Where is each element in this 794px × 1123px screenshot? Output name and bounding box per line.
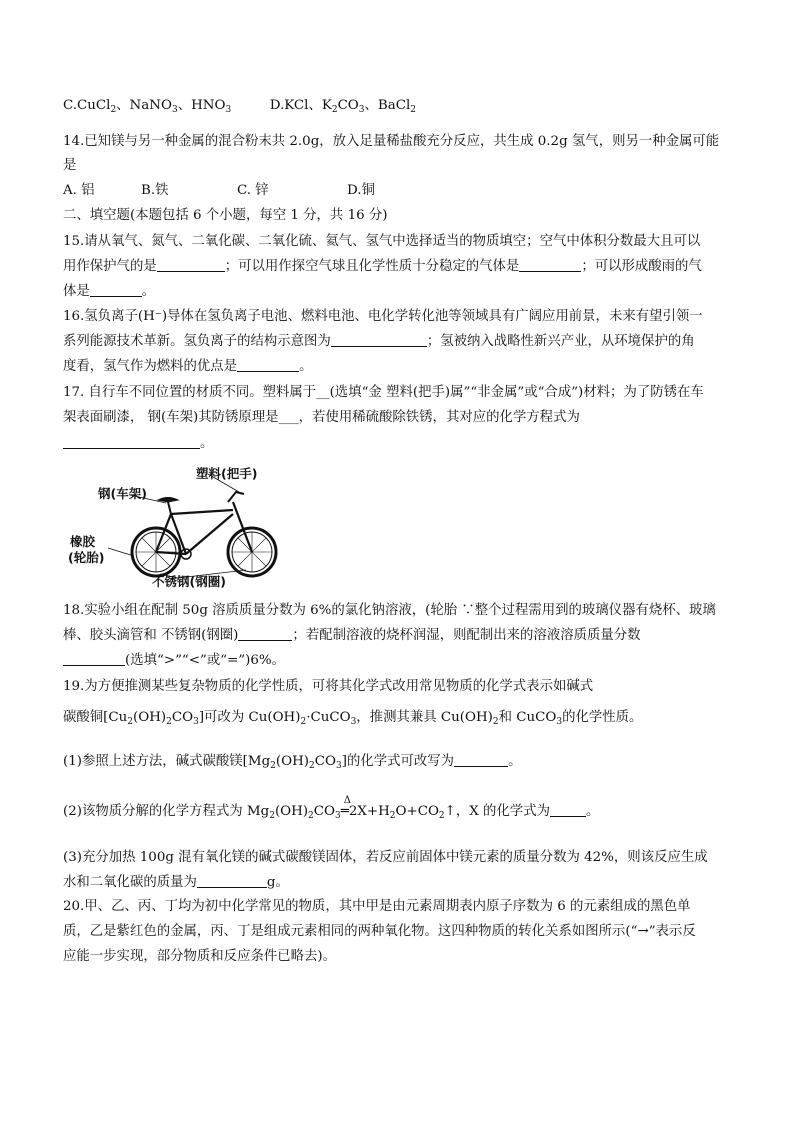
q20-line2: 质，乙是紫红色的金属，丙、丁是组成元素相同的两种氧化物。这四种物质的转化关系如图所示(“→”表示反	[63, 924, 696, 939]
formula-part: 、NaNO	[116, 98, 172, 113]
q19-sub1: (1)参照上述方法，碱式碳酸镁$[Mg_2(OH)_2CO_3]$的化学式可改写为 。	[63, 754, 522, 771]
formula-part: KCl、K	[284, 98, 332, 113]
text: (OH)	[133, 710, 167, 725]
text: 水和二氧化碳的质量为	[63, 875, 197, 890]
option-c-label: C.	[63, 98, 78, 113]
answer-blank[interactable]	[90, 282, 142, 297]
q17-line3	[63, 434, 213, 454]
q13-option-d	[270, 98, 416, 113]
text: (OH)	[274, 804, 309, 819]
text: ，推测其兼具 Cu(OH)	[356, 710, 493, 725]
text: 系列能源技术革新。氢负离子的结构示意图为	[63, 334, 331, 349]
text: (1)参照上述方法，碱式碳酸镁[Mg	[63, 754, 271, 769]
text: 的化学性质。	[562, 710, 643, 725]
text: 度看，氢气作为燃料的优点是	[63, 359, 238, 374]
q19-sub3-line2	[63, 873, 289, 893]
q14-option-c: C. 锌	[237, 183, 269, 198]
handlebar	[228, 492, 244, 502]
q13-options-line	[63, 96, 416, 120]
q14-stem-line1: 14.已知镁与另一种金属的混合粉末共 2.0g，放入足量稀盐酸充分反应，共生成 0.2g 氢气，则另一种金属可能	[63, 134, 720, 149]
text: O+CO	[395, 804, 439, 819]
q19-sub2: (2)该物质分解的化学方程式为 $Mg_2(OH)_2CO_3$ Δ $═2X+H_2O+CO_2↑$，X 的化学式为 。	[63, 802, 599, 826]
answer-blank[interactable]	[331, 332, 427, 347]
text: 用作保护气的是	[63, 259, 157, 274]
text: ；可以用作探空气球且化学性质十分稳定的气体是	[224, 259, 520, 274]
answer-blank[interactable]	[454, 752, 508, 767]
text: ；可以形成酸雨的气	[581, 259, 702, 274]
q19-line2: 碳酸铜$[Cu_2(OH)_2CO_3]$可改为 $Cu(OH)_2\cdot CuCO_3$，推测其兼具 $Cu(OH)_2$和 CuCO$_3$的化学性质。	[63, 710, 643, 727]
answer-blank[interactable]	[550, 802, 586, 817]
answer-blank[interactable]	[63, 434, 200, 449]
q18-line1: 18.实验小组在配制 50g 溶质质量分数为 6%的氯化钠溶液，(轮胎 ∵整个过程需用到的玻璃仪器有烧杯、玻璃	[63, 603, 716, 618]
text: 和 CuCO	[498, 710, 557, 725]
equals-symbol: ═	[340, 804, 349, 819]
answer-blank[interactable]	[157, 257, 225, 272]
q14-option-d: D.铜	[347, 183, 375, 198]
label-rubber: 橡胶	[70, 534, 96, 549]
text: 。	[508, 754, 522, 769]
text: ·CuCO	[306, 710, 351, 725]
text: 。	[586, 804, 600, 819]
text: (选填“>”“<”或“=”)6%。	[125, 653, 285, 668]
text: CO	[313, 804, 336, 819]
q19-sub3-line1: (3)充分加热 100g 混有氧化镁的碱式碳酸镁固体，若反应前固体中镁元素的质量分数为 42%，则该反应生成	[63, 850, 708, 865]
label-plastic-handle: 塑料(把手)	[196, 466, 258, 481]
q16-line1: 16.氢负离子(H⁻)导体在氢负离子电池、燃料电池、电化学转化池等领域具有广阔应用前景，未来有望引领一	[63, 309, 703, 324]
q18-line3	[63, 651, 285, 671]
text: 棒、胶头滴管和 不锈钢(钢圈)	[63, 628, 239, 643]
q14-option-a: A. 铝	[63, 183, 95, 198]
q17-line1: 17. 自行车不同位置的材质不同。塑料属于__(选填“金 塑料(把手)属”“非金属”或“合成”)材料；为了防锈在车	[63, 385, 704, 400]
q20-line1: 20.甲、乙、丙、丁均为初中化学常见的物质，其中甲是由元素周期表内原子序数为 6 的元素组成的黑色单	[63, 899, 691, 914]
text: ]可改为 Cu(OH)	[198, 710, 301, 725]
text: 2X+H	[348, 804, 390, 819]
q15-line1: 15.请从氧气、氮气、二氧化碳、二氧化硫、氦气、氢气中选择适当的物质填空；空气中体积分数最大且可以	[63, 234, 701, 249]
q14-stem-line2: 是	[63, 158, 77, 173]
q15-line3	[63, 282, 155, 302]
subscript: 2	[331, 105, 338, 115]
answer-blank[interactable]	[238, 626, 292, 641]
text: 碳酸铜[Cu	[63, 710, 128, 725]
subscript: 3	[225, 105, 232, 115]
q16-line3	[63, 357, 312, 377]
answer-blank[interactable]	[519, 257, 581, 272]
section2-title: 二、填空题(本题包括 6 个小题，每空 1 分，共 16 分)	[63, 208, 388, 223]
bicycle-figure	[68, 462, 288, 590]
formula-part: 、HNO	[177, 98, 226, 113]
text: ]的化学式可改写为	[341, 754, 455, 769]
subscript: 2	[410, 105, 417, 115]
answer-blank[interactable]	[197, 873, 267, 888]
text: 体是	[63, 284, 90, 299]
q14-option-b: B.铁	[141, 183, 169, 198]
option-d-label: D.	[269, 98, 285, 113]
subscript: 3	[358, 105, 365, 115]
text: ；若配制溶液的烧杯润湿，则配制出来的溶液溶质质量分数	[292, 628, 641, 643]
formula-part: CO	[337, 98, 359, 113]
formula-part: 、BaCl	[364, 98, 411, 113]
text: 。	[141, 284, 156, 299]
heat-condition	[340, 795, 351, 822]
text: (2)该物质分解的化学方程式为 Mg	[63, 804, 270, 819]
text: CO	[171, 710, 194, 725]
text: ；氢被纳入战略性新兴产业，从环境保护的角	[426, 334, 695, 349]
q13-option-c	[63, 98, 235, 113]
subscript: 3	[171, 105, 178, 115]
q17-line2: 架表面刷漆， 钢(车架)其防锈原理是___，若使用稀硫酸除铁锈，其对应的化学方程式为	[63, 410, 580, 425]
delta-symbol: Δ	[343, 795, 351, 806]
text: ↑，X 的化学式为	[444, 804, 551, 819]
answer-blank[interactable]	[63, 651, 125, 666]
formula-part: CuCl	[77, 98, 111, 113]
q16-line2	[63, 332, 695, 352]
q20-line3: 应能一步实现，部分物质和反应条件已略去)。	[63, 949, 337, 964]
q18-line2	[63, 626, 641, 646]
q14-options	[63, 181, 375, 201]
label-stainless-rim: 不锈钢(钢圈)	[152, 574, 226, 589]
text: CO	[314, 754, 336, 769]
text: 。	[200, 436, 214, 451]
label-steel-frame: 钢(车架)	[98, 486, 147, 501]
text: g。	[266, 875, 289, 890]
q15-line2	[63, 257, 702, 277]
text: (OH)	[275, 754, 310, 769]
label-tire: (轮胎)	[68, 550, 105, 565]
q19-line1: 19.为方便推测某些复杂物质的化学性质，可将其化学式改用常见物质的化学式表示如碱式	[63, 679, 594, 694]
subscript: 2	[110, 105, 117, 115]
answer-blank[interactable]	[237, 357, 299, 372]
text: 。	[299, 359, 313, 374]
seat	[158, 498, 178, 503]
